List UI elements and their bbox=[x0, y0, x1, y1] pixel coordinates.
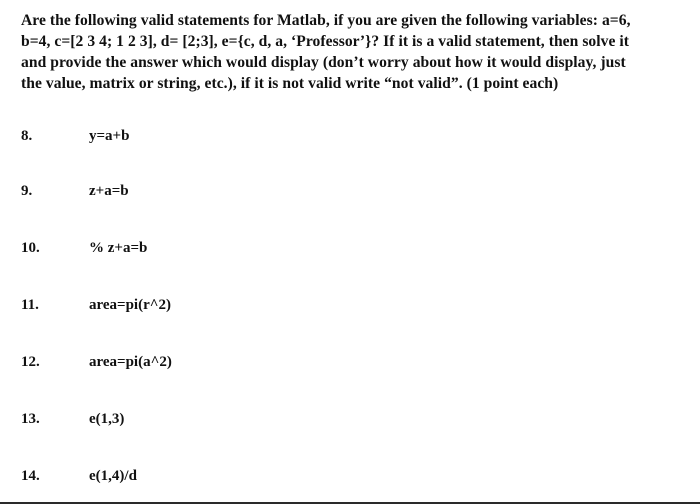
instructions-line: Are the following valid statements for Matlab, if you are given the following variables: a=6, bbox=[21, 12, 631, 29]
question-item bbox=[0, 408, 700, 430]
instructions-line: the value, matrix or string, etc.), if it is not valid write “not valid”. (1 point each) bbox=[21, 75, 559, 92]
matlab-expression: % z+a=b bbox=[89, 240, 148, 256]
question-item bbox=[0, 351, 700, 373]
matlab-expression: y=a+b bbox=[89, 128, 130, 144]
question-instructions bbox=[21, 10, 681, 94]
question-item bbox=[0, 180, 700, 202]
question-number: 8. bbox=[21, 128, 33, 144]
instructions-line: b=4, c=[2 3 4; 1 2 3], d= [2;3], e={c, d, a, ‘Professor’}? If it is a valid statement, then solve it bbox=[21, 33, 630, 50]
question-number: 11. bbox=[21, 297, 39, 313]
question-item bbox=[0, 237, 700, 259]
matlab-expression: area=pi(a^2) bbox=[89, 354, 172, 370]
instructions-line: and provide the answer which would display (don’t worry about how it would display, just bbox=[21, 54, 626, 71]
question-number: 10. bbox=[21, 240, 40, 256]
question-number: 9. bbox=[21, 183, 33, 199]
matlab-expression: area=pi(r^2) bbox=[89, 297, 171, 313]
question-item bbox=[0, 465, 700, 487]
matlab-expression: e(1,4)/d bbox=[89, 468, 137, 484]
question-item bbox=[0, 125, 700, 147]
question-number: 13. bbox=[21, 411, 40, 427]
question-number: 12. bbox=[21, 354, 40, 370]
question-number: 14. bbox=[21, 468, 40, 484]
matlab-expression: z+a=b bbox=[89, 183, 129, 199]
question-item bbox=[0, 294, 700, 316]
matlab-expression: e(1,3) bbox=[89, 411, 125, 427]
